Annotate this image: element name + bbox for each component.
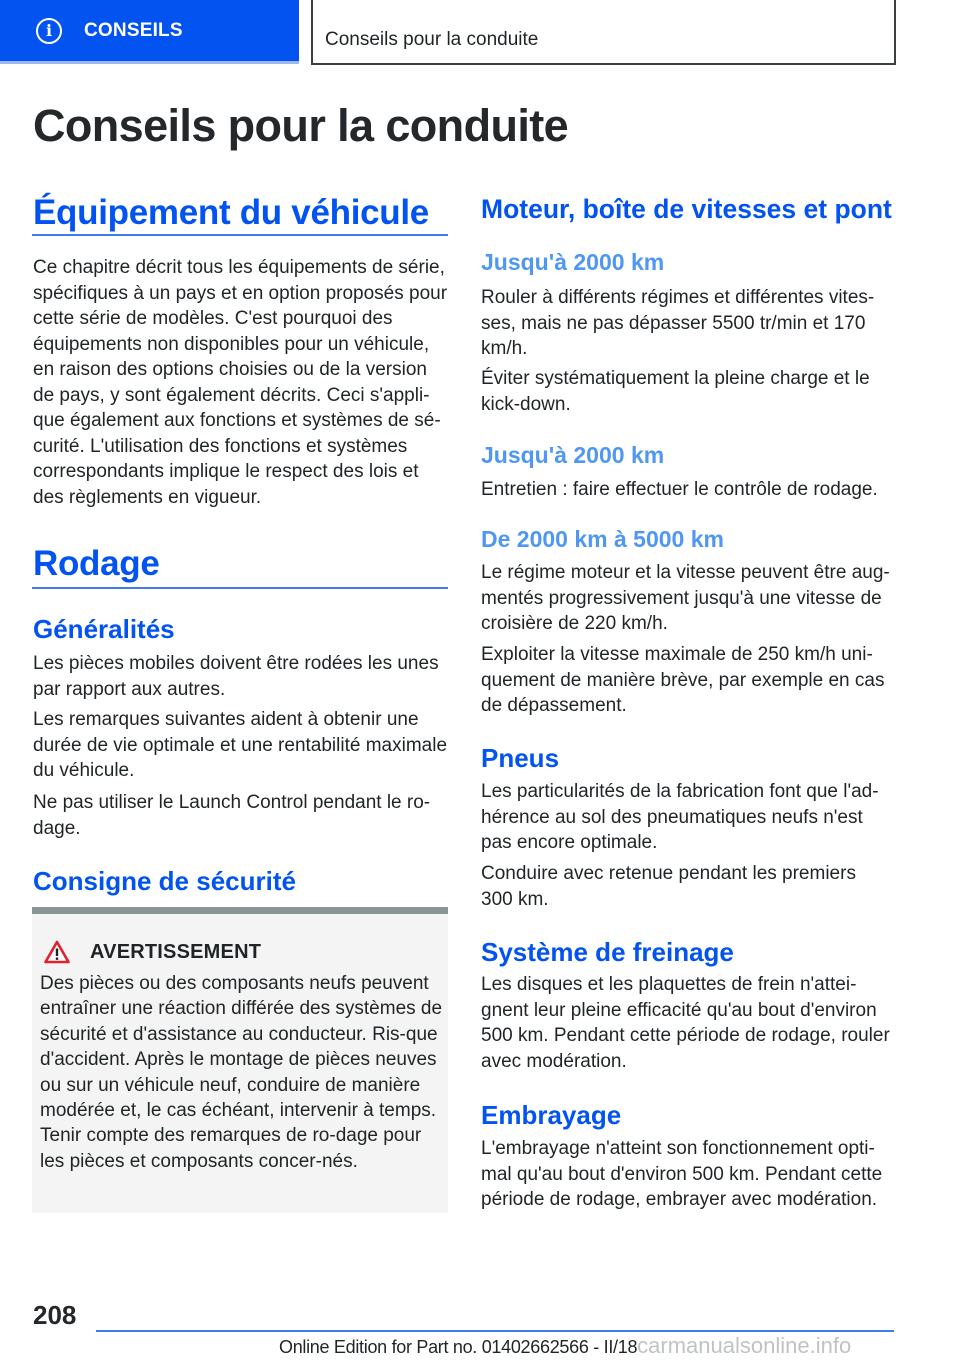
warning-triangle-icon xyxy=(44,940,70,964)
paragraph: Les remarques suivantes aident à obtenir une durée de vie optimale et une rentabilité maximale du véhicule. xyxy=(33,709,448,781)
edition-text: Online Edition for Part no. 01402662566 - II/18 xyxy=(279,1337,638,1357)
watermark: carmanualsonline.info xyxy=(637,1333,852,1358)
paragraph: Exploiter la vitesse maximale de 250 km/h uni-quement de manière brève, par exemple en cas de dépassement. xyxy=(481,644,885,716)
warning-label: AVERTISSEMENT xyxy=(90,940,262,963)
heading-2000-5000: De 2000 km à 5000 km xyxy=(481,526,724,552)
heading-rule xyxy=(32,234,448,236)
heading-rodage: Rodage xyxy=(33,544,160,583)
paragraph: Les particularités de la fabrication font que l'ad-hérence au sol des pneumatiques neufs n'est pas encore optimale. xyxy=(481,781,879,853)
paragraph: Les disques et les plaquettes de frein n'attei-gnent leur pleine efficacité qu'au bout d'environ 500 km. Pendant cette période de rodage, rouler avec modération. xyxy=(481,974,890,1072)
heading-jusqua-2000-1: Jusqu'à 2000 km xyxy=(481,249,665,275)
paragraph: Ne pas utiliser le Launch Control pendant le ro-dage. xyxy=(33,792,431,839)
footer-edition xyxy=(279,1333,851,1359)
page-title: Conseils pour la conduite xyxy=(33,100,569,151)
paragraph: Éviter systématiquement la pleine charge et le kick-down. xyxy=(481,368,870,415)
heading-embrayage: Embrayage xyxy=(481,1100,622,1130)
warning-box xyxy=(32,907,448,1213)
heading-rule xyxy=(32,587,448,589)
paragraph: Le régime moteur et la vitesse peuvent être aug-mentés progressivement jusqu'à une vitesse de croisière de 220 km/h. xyxy=(481,562,890,634)
paragraph: L'embrayage n'atteint son fonctionnement opti-mal qu'au bout d'environ 500 km. Pendant cette période de rodage, embrayer avec modération. xyxy=(481,1138,883,1210)
paragraph: Conduire avec retenue pendant les premiers 300 km. xyxy=(481,863,856,910)
info-icon: i xyxy=(36,18,62,44)
paragraph: Les pièces mobiles doivent être rodées les unes par rapport aux autres. xyxy=(33,653,439,700)
page-number: 208 xyxy=(33,1300,77,1330)
heading-equipement: Équipement du véhicule xyxy=(33,193,429,232)
heading-pneus: Pneus xyxy=(481,743,560,773)
heading-generalites: Généralités xyxy=(33,614,175,644)
paragraph: Entretien : faire effectuer le contrôle de rodage. xyxy=(481,479,878,500)
section-title-box xyxy=(311,0,896,65)
section-title: Conseils pour la conduite xyxy=(325,29,539,50)
chapter-tab-label: CONSEILS xyxy=(84,19,183,41)
heading-freinage: Système de freinage xyxy=(481,937,734,967)
paragraph: Rouler à différents régimes et différentes vites-ses, mais ne pas dépasser 5500 tr/min et 170 km/h. xyxy=(481,287,875,359)
footer-rule xyxy=(96,1330,894,1332)
heading-consigne: Consigne de sécurité xyxy=(33,866,296,896)
heading-jusqua-2000-2: Jusqu'à 2000 km xyxy=(481,442,665,468)
heading-moteur: Moteur, boîte de vitesses et pont xyxy=(481,194,892,224)
equipment-text: Ce chapitre décrit tous les équipements de série, spécifiques à un pays et en option proposés pour cette série de modèles. C'est pourquoi des équipements non disponibles pour un véhicule, en raison des options choisies ou de la version de pays, y sont également décrits. Ceci s'appli-que également aux fonctions et systèmes de sé-curité. L'utilisation des fonctions et systèmes correspondants implique le respect des lois et des règlements en vigueur. xyxy=(33,257,448,508)
warning-text: Des pièces ou des composants neufs peuvent entraîner une réaction différée des systèmes de sécurité et d'assistance au conducteur. Ris-que d'accident. Après le montage de pièces neuves ou sur un véhicule neuf, conduire de manière modérée et, le cas échéant, intervenir à temps. Tenir compte des remarques de ro-dage pour les pièces et composants concer-nés. xyxy=(40,973,443,1172)
chapter-tab[interactable] xyxy=(0,0,299,64)
